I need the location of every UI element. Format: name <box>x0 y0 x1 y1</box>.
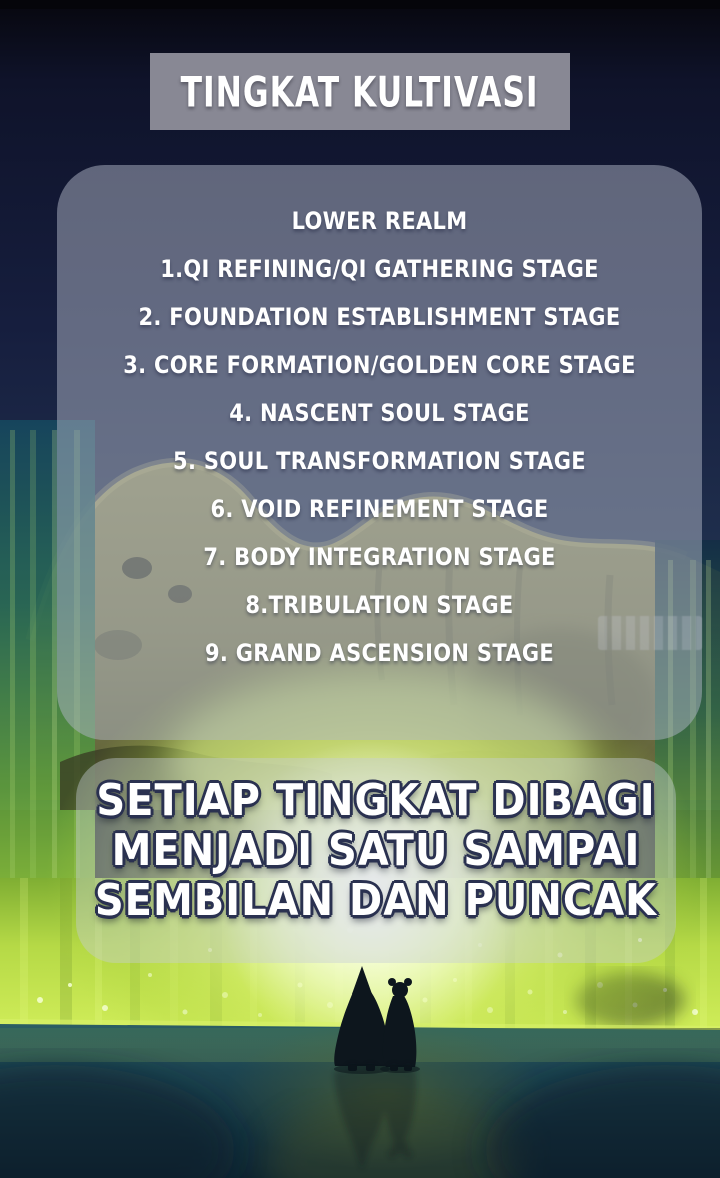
note-panel <box>76 758 676 963</box>
stage-item-2: 2. FOUNDATION ESTABLISHMENT STAGE <box>138 303 621 331</box>
stage-item-9: 9. GRAND ASCENSION STAGE <box>204 639 555 667</box>
stage-item-8: 8.TRIBULATION STAGE <box>245 591 514 619</box>
stage-item-4: 4. NASCENT SOUL STAGE <box>229 399 530 427</box>
page-title: TINGKAT KULTIVASI <box>181 66 539 117</box>
top-black-strip <box>0 0 720 9</box>
note-line-1: SETIAP TINGKAT DIBAGI <box>96 775 656 826</box>
stage-item-1: 1.QI REFINING/QI GATHERING STAGE <box>160 255 599 283</box>
stage-item-7: 7. BODY INTEGRATION STAGE <box>203 543 556 571</box>
realm-heading: LOWER REALM <box>291 207 468 235</box>
title-box <box>150 53 570 130</box>
stage-item-3: 3. CORE FORMATION/GOLDEN CORE STAGE <box>123 351 636 379</box>
note-line-3: SEMBILAN DAN PUNCAK <box>94 875 658 926</box>
note-line-2: MENJADI SATU SAMPAI <box>111 825 641 876</box>
realm-list-panel <box>57 165 702 740</box>
stage-item-5: 5. SOUL TRANSFORMATION STAGE <box>173 447 586 475</box>
stage-item-6: 6. VOID REFINEMENT STAGE <box>210 495 549 523</box>
